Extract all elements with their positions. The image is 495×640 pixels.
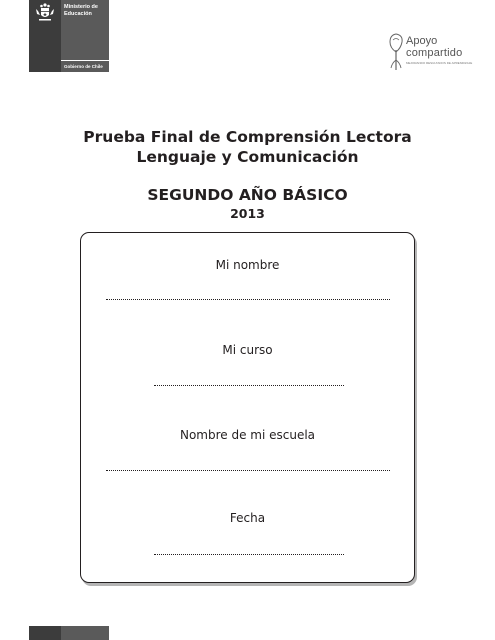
ministry-name-line2: Educación [64, 11, 92, 17]
ministry-logo [29, 0, 109, 72]
document-title-line2: Lenguaje y Comunicación [136, 148, 359, 166]
course-label: Mi curso [222, 343, 273, 357]
apoyo-tagline: MEJORANDO RESULTADOS DE APRENDIZAJE [406, 61, 473, 65]
document-title-line1: Prueba Final de Comprensión Lectora [83, 128, 412, 146]
apoyo-compartido-logo [385, 30, 475, 75]
ministry-name [64, 4, 98, 18]
footer-light-block [61, 626, 109, 640]
student-info-box [80, 232, 415, 583]
ministry-logo-dark-column [29, 0, 61, 72]
footer-dark-block [29, 626, 61, 640]
name-label: Mi nombre [215, 258, 280, 272]
government-label: Gobierno de Chile [64, 64, 103, 69]
compartido-word: compartido [406, 47, 463, 59]
date-field-line[interactable] [154, 554, 344, 555]
year-label: 2013 [230, 206, 265, 221]
name-field-line[interactable] [106, 299, 390, 300]
apoyo-word: Apoyo [406, 35, 438, 47]
course-field-line[interactable] [154, 385, 344, 386]
ministry-logo-light-column [61, 0, 109, 72]
tree-icon [385, 30, 407, 72]
grade-heading: SEGUNDO AÑO BÁSICO [147, 186, 348, 204]
ministry-name-line1: Ministerio de [64, 4, 98, 10]
date-label: Fecha [229, 511, 266, 525]
school-label: Nombre de mi escuela [179, 428, 316, 442]
ministry-logo-divider [61, 60, 109, 61]
school-field-line[interactable] [106, 470, 390, 471]
coat-of-arms-icon [34, 2, 56, 24]
